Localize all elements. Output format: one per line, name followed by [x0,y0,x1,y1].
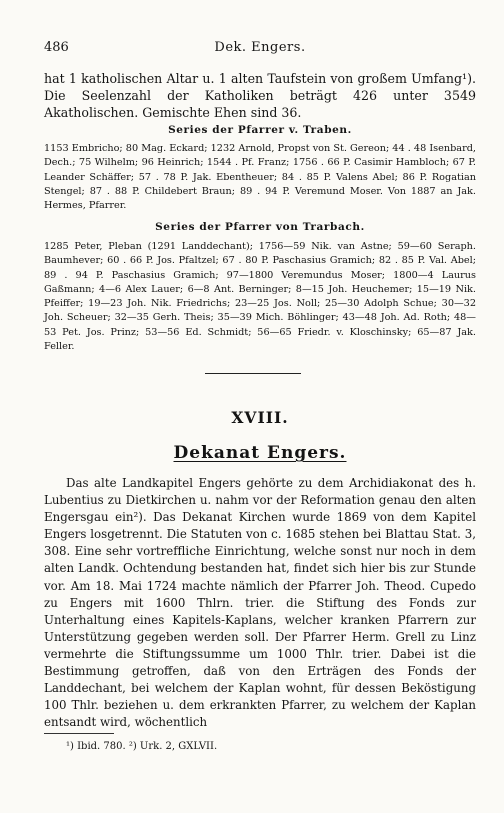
chapter-title: Dekanat Engers. [173,443,347,463]
top-paragraph: hat 1 katholischen Altar u. 1 alten Taufstein von großem Umfang¹). Die Seelenzahl der Katholiken beträgt 426 unter 3549 Akatholischen. Gemischte Ehen sind 36. [44,71,476,120]
running-header [44,40,476,56]
series-heading-trarbach: Series der Pfarrer von Trarbach. [155,221,365,233]
page-number: 486 [44,40,69,55]
footnotes: ¹) Ibid. 780. ²) Urk. 2, GXLVII. [66,741,218,752]
body-paragraph: Das alte Landkapitel Engers gehörte zu dem Archidiakonat des h. Lubentius zu Dietkirchen u. nahm vor der Reformation genau den alten Engersgau ein²). Das Dekanat Kirchen wurde 1869 von dem Kapitel Engers losgetrennt. Die Statuten von c. 1685 stehen bei Blattau Stat. 3, 308. Eine sehr vortreffliche Einrichtung, welche sonst nur noch in dem alten Landk. Ochtendung bestanden hat, findet sich hier bis zur Stunde vor. Am 18. Mai 1724 machte nämlich der Pfarrer Joh. Theod. Cupedo zu Engers mit 1600 Thlrn. trier. die Stiftung des Fonds zur Unterhaltung eines Kapitels-Kaplans, welcher kranken Pfarrern zur Unterstützung gegeben werden soll. Der Pfarrer Herm. Grell zu Linz vermehrte die Stiftungssumme um 1000 Thlr. trier. Dabei ist die Bestimmung getroffen, daß von den Erträgen des Fonds der Landdechant, bei welchem der Kaplan wohnt, für dessen Beköstigung 100 Thlr. beziehen u. dem erkrankten Pfarrer, zu welchem der Kaplan entsandt wird, wöchentlich [44,476,476,730]
section-divider [205,373,301,374]
series-heading-traben: Series der Pfarrer v. Traben. [168,124,352,136]
footnote-divider [44,733,114,734]
running-title: Dek. Engers. [214,40,306,55]
chapter-number: XVIII. [231,408,289,427]
series-list-trarbach: 1285 Peter, Pleban (1291 Landdechant); 1756—59 Nik. van Astne; 59—60 Seraph. Baumhever; 60 . 66 P. Jos. Pfaltzel; 67 . 80 P. Paschasius Gramich; 82 . 85 P. Val. Abel; 89 . 94 P. Paschasius Gramich; 97—1800 Veremundus Moser; 1800—4 Laurus Gaßmann; 4—6 Alex Lauer; 6—8 Ant. Berninger; 8—15 Joh. Heuchemer; 15—19 Nik. Pfeiffer; 19—23 Joh. Nik. Friedrichs; 23—25 Jos. Noll; 25—30 Adolph Schue; 30—32 Joh. Scheuer; 32—35 Gerh. Theis; 35—39 Mich. Böhlinger; 43—48 Joh. Ad. Roth; 48—53 Pet. Jos. Prinz; 53—56 Ed. Schmidt; 56—65 Friedr. v. Kloschinsky; 65—87 Jak. Feller. [44,241,476,353]
series-list-traben: 1153 Embricho; 80 Mag. Eckard; 1232 Arnold, Propst von St. Gereon; 44 . 48 Isenbard, Dech.; 75 Wilhelm; 96 Heinrich; 1544 . Pf. Franz; 1756 . 66 P. Casimir Hambloch; 67 P. Leander Schäffer; 57 . 78 P. Jak. Ebentheuer; 84 . 85 P. Valens Abel; 86 P. Rogatian Stengel; 87 . 88 P. Childebert Braun; 89 . 94 P. Veremund Moser. Von 1887 an Jak. Hermes, Pfarrer. [44,143,476,212]
